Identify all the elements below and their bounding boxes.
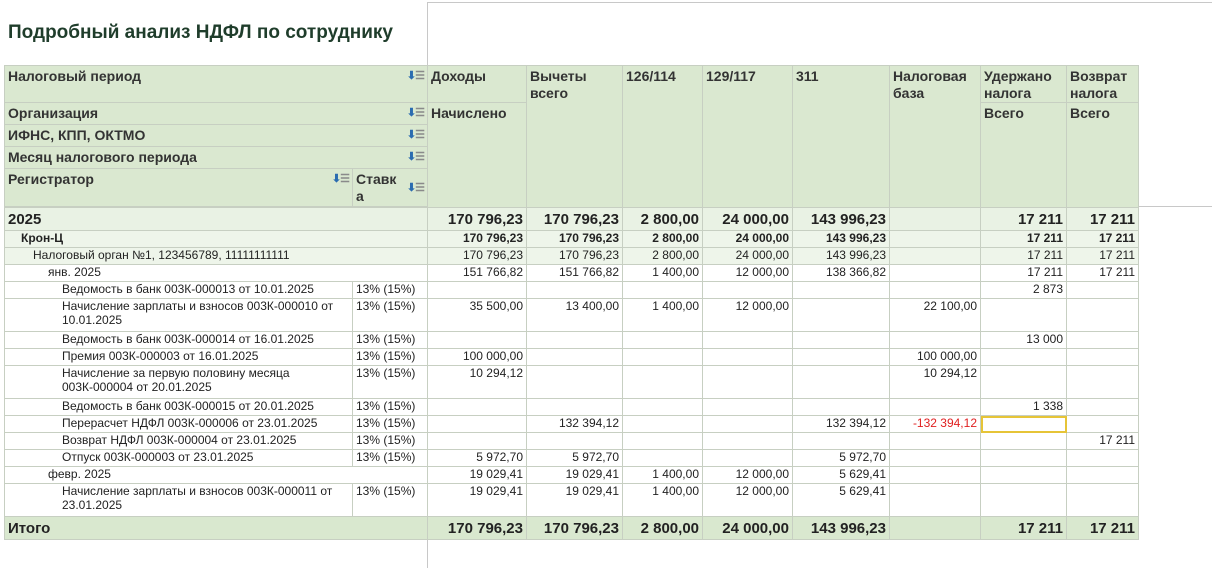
- sort-icon[interactable]: ⬇☰: [406, 70, 424, 82]
- header-tax-period[interactable]: Налоговый период ⬇☰: [5, 66, 428, 103]
- header-registrar[interactable]: Регистратор ⬇☰: [5, 169, 353, 207]
- ndfl-report-table: [4, 65, 1139, 540]
- report-title: Подробный анализ НДФЛ по сотруднику: [8, 22, 393, 43]
- header-income-accrued[interactable]: Начислено: [428, 103, 527, 208]
- table-row[interactable]: Отпуск 003К-000003 от 23.01.2025 13% (15%) 5 972,70 5 972,70 5 972,70: [5, 450, 1139, 467]
- header-311[interactable]: 311: [793, 66, 890, 208]
- sort-icon[interactable]: ⬇☰: [406, 181, 424, 194]
- header-126-114[interactable]: 126/114: [623, 66, 703, 208]
- sort-icon[interactable]: ⬇☰: [406, 107, 424, 119]
- header-deductions[interactable]: Вычеты всего: [527, 66, 623, 208]
- group-row-tax-office[interactable]: Налоговый орган №1, 123456789, 11111111111 170 796,23 170 796,23 2 800,00 24 000,00 143 996,23 17 211 17 211: [5, 248, 1139, 265]
- header-withheld[interactable]: Удержано налога: [981, 66, 1067, 103]
- header-rate[interactable]: Ставк а ⬇☰: [353, 169, 428, 207]
- header-month[interactable]: Месяц налогового периода ⬇☰: [5, 147, 428, 169]
- header-withheld-total[interactable]: Всего: [981, 103, 1067, 208]
- header-refund[interactable]: Возврат налога: [1067, 66, 1139, 103]
- header-income[interactable]: Доходы: [428, 66, 527, 103]
- table-row[interactable]: Начисление за первую половину месяца 003К-000004 от 20.01.2025 13% (15%) 10 294,12 10 294,12: [5, 366, 1139, 399]
- table-row[interactable]: Ведомость в банк 003К-000014 от 16.01.2025 13% (15%) 13 000: [5, 332, 1139, 349]
- grid-line-top: [427, 2, 1212, 3]
- group-row-year[interactable]: 2025 170 796,23 170 796,23 2 800,00 24 000,00 143 996,23 17 211 17 211: [5, 208, 1139, 231]
- header-ifns[interactable]: ИФНС, КПП, ОКТМО ⬇☰: [5, 125, 428, 147]
- grid-line-right: [1137, 206, 1212, 207]
- header-tax-base[interactable]: Налоговая база: [890, 66, 981, 208]
- group-row-month-jan[interactable]: янв. 2025 151 766,82 151 766,82 1 400,00 12 000,00 138 366,82 17 211 17 211: [5, 265, 1139, 282]
- sort-icon[interactable]: ⬇☰: [406, 151, 424, 163]
- header-refund-total[interactable]: Всего: [1067, 103, 1139, 208]
- selected-cell[interactable]: [981, 416, 1067, 433]
- table-row[interactable]: Премия 003К-000003 от 16.01.2025 13% (15%) 100 000,00 100 000,00: [5, 349, 1139, 366]
- table-row[interactable]: Ведомость в банк 003К-000015 от 20.01.2025 13% (15%) 1 338: [5, 399, 1139, 416]
- header-129-117[interactable]: 129/117: [703, 66, 793, 208]
- total-row[interactable]: Итого 170 796,23 170 796,23 2 800,00 24 000,00 143 996,23 17 211 17 211: [5, 517, 1139, 540]
- table-row[interactable]: Начисление зарплаты и взносов 003К-000011 от 23.01.2025 13% (15%) 19 029,41 19 029,41 1 400,00 12 000,00 5 629,41: [5, 484, 1139, 517]
- sort-icon[interactable]: ⬇☰: [331, 173, 349, 185]
- group-row-month-feb[interactable]: февр. 2025 19 029,41 19 029,41 1 400,00 12 000,00 5 629,41: [5, 467, 1139, 484]
- sort-icon[interactable]: ⬇☰: [406, 129, 424, 141]
- header-organization[interactable]: Организация ⬇☰: [5, 103, 428, 125]
- group-row-organization[interactable]: Крон-Ц 170 796,23 170 796,23 2 800,00 24 000,00 143 996,23 17 211 17 211: [5, 231, 1139, 248]
- table-row[interactable]: Ведомость в банк 003К-000013 от 10.01.2025 13% (15%) 2 873: [5, 282, 1139, 299]
- table-row[interactable]: Перерасчет НДФЛ 003К-000006 от 23.01.2025 13% (15%) 132 394,12 132 394,12 -132 394,12: [5, 416, 1139, 433]
- table-row[interactable]: Начисление зарплаты и взносов 003К-000010 от 10.01.2025 13% (15%) 35 500,00 13 400,00 1 400,00 12 000,00 22 100,00: [5, 299, 1139, 332]
- table-row[interactable]: Возврат НДФЛ 003К-000004 от 23.01.2025 13% (15%) 17 211: [5, 433, 1139, 450]
